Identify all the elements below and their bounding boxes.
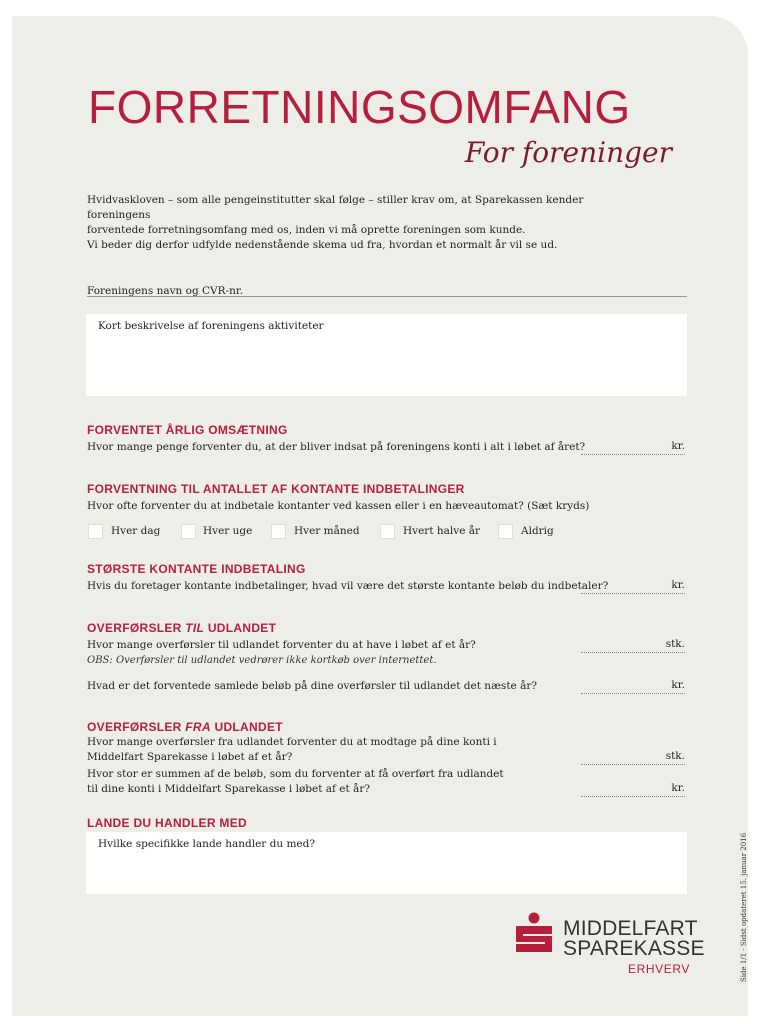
unit-label: stk. [665, 638, 685, 650]
transfers-abroad-count-question: Hvor mange overførsler til udlandet forventer du at have i løbet af et år? [87, 639, 476, 651]
activities-textarea[interactable] [86, 314, 687, 396]
transfers-abroad-note: OBS: Overførsler til udlandet vedrører ikke kortkøb over internettet. [87, 655, 437, 666]
transfers-abroad-count-input[interactable] [581, 638, 685, 653]
association-name-label: Foreningens navn og CVR-nr. [87, 285, 244, 297]
checkbox-weekly[interactable] [181, 524, 196, 539]
page-subtitle: For foreninger [464, 136, 672, 169]
heading-text: UDLANDET [210, 720, 283, 734]
largest-cash-deposit-input[interactable] [581, 579, 685, 594]
transfers-abroad-amount-question: Hvad er det forventede samlede beløb på dine overførsler til udlandet det næste år? [87, 680, 538, 692]
cash-deposit-frequency-question: Hvor ofte forventer du at indbetale kontanter ved kassen eller i en hæveautomat? (Sæt kryds) [87, 500, 590, 512]
logo-text-middelfart: MIDDELFART [563, 917, 698, 940]
checkbox-half-yearly[interactable] [380, 524, 395, 539]
heading-text: OVERFØRSLER [87, 720, 186, 734]
transfers-from-abroad-heading [87, 720, 283, 734]
largest-cash-deposit-heading: STØRSTE KONTANTE INDBETALING [87, 562, 306, 576]
unit-label: kr. [671, 440, 685, 452]
question-line: Hvor stor er summen af de beløb, som du forventer at få overført fra udlandet [87, 768, 504, 780]
checkbox-monthly[interactable] [271, 524, 286, 539]
heading-emphasis: FRA [185, 720, 211, 734]
annual-turnover-heading: FORVENTET ÅRLIG OMSÆTNING [87, 423, 288, 437]
heading-text: OVERFØRSLER [87, 621, 186, 635]
logo-text-sparekasse: SPAREKASSE [563, 937, 705, 960]
checkbox-daily[interactable] [88, 524, 103, 539]
largest-cash-deposit-question: Hvis du foretager kontante indbetalinger, hvad vil være det største kontante beløb du indbetaler? [87, 580, 609, 592]
question-line: Hvor mange overførsler fra udlandet forventer du at modtage på dine konti i [87, 736, 497, 748]
cash-deposit-frequency-heading: FORVENTNING TIL ANTALLET AF KONTANTE INDBETALINGER [87, 482, 465, 496]
option-daily-label: Hver dag [111, 525, 161, 537]
transfers-from-abroad-amount-input[interactable] [581, 782, 685, 797]
option-half-yearly-label: Hvert halve år [403, 525, 481, 537]
annual-turnover-question: Hvor mange penge forventer du, at der bliver indsat på foreningens konti i alt i løbet af året? [87, 441, 586, 453]
unit-label: kr. [671, 679, 685, 691]
countries-heading: LANDE DU HANDLER MED [87, 816, 247, 830]
unit-label: stk. [665, 750, 685, 762]
heading-text: UDLANDET [204, 621, 277, 635]
option-never-label: Aldrig [521, 525, 554, 537]
page-title: FORRETNINGSOMFANG [88, 81, 631, 133]
question-line: til dine konti i Middelfart Sparekasse i løbet af et år? [87, 783, 370, 795]
heading-emphasis: TIL [185, 621, 205, 635]
unit-label: kr. [671, 782, 685, 794]
countries-label: Hvilke specifikke lande handler du med? [98, 838, 315, 850]
checkbox-never[interactable] [498, 524, 513, 539]
transfers-from-abroad-count-question [87, 735, 497, 765]
transfers-abroad-heading [87, 621, 276, 635]
intro-paragraph [87, 193, 647, 238]
question-line: Middelfart Sparekasse i løbet af et år? [87, 751, 293, 763]
association-name-field[interactable] [87, 296, 687, 297]
annual-turnover-input[interactable] [581, 440, 685, 455]
option-monthly-label: Hver måned [294, 525, 360, 537]
intro-line-1: Hvidvaskloven – som alle pengeinstitutter skal følge – stiller krav om, at Sparekassen kender foreningens [87, 194, 584, 221]
activities-label: Kort beskrivelse af foreningens aktiviteter [98, 320, 324, 332]
page-footer-note: Side 1/1 · Sidst opdateret 15. januar 2016 [740, 832, 748, 982]
sparekasse-logo-icon [513, 912, 555, 958]
countries-textarea[interactable] [86, 832, 687, 894]
intro-instruction: Vi beder dig derfor udfylde nedenstående skema ud fra, hvordan et normalt år vil se ud. [87, 239, 558, 251]
option-weekly-label: Hver uge [203, 525, 253, 537]
transfers-from-abroad-count-input[interactable] [581, 750, 685, 765]
transfers-from-abroad-amount-question [87, 767, 504, 797]
logo-text-erhverv: ERHVERV [628, 962, 690, 976]
transfers-abroad-amount-input[interactable] [581, 679, 685, 694]
intro-line-2: forventede forretningsomfang med os, inden vi må oprette foreningen som kunde. [87, 224, 526, 236]
unit-label: kr. [671, 579, 685, 591]
